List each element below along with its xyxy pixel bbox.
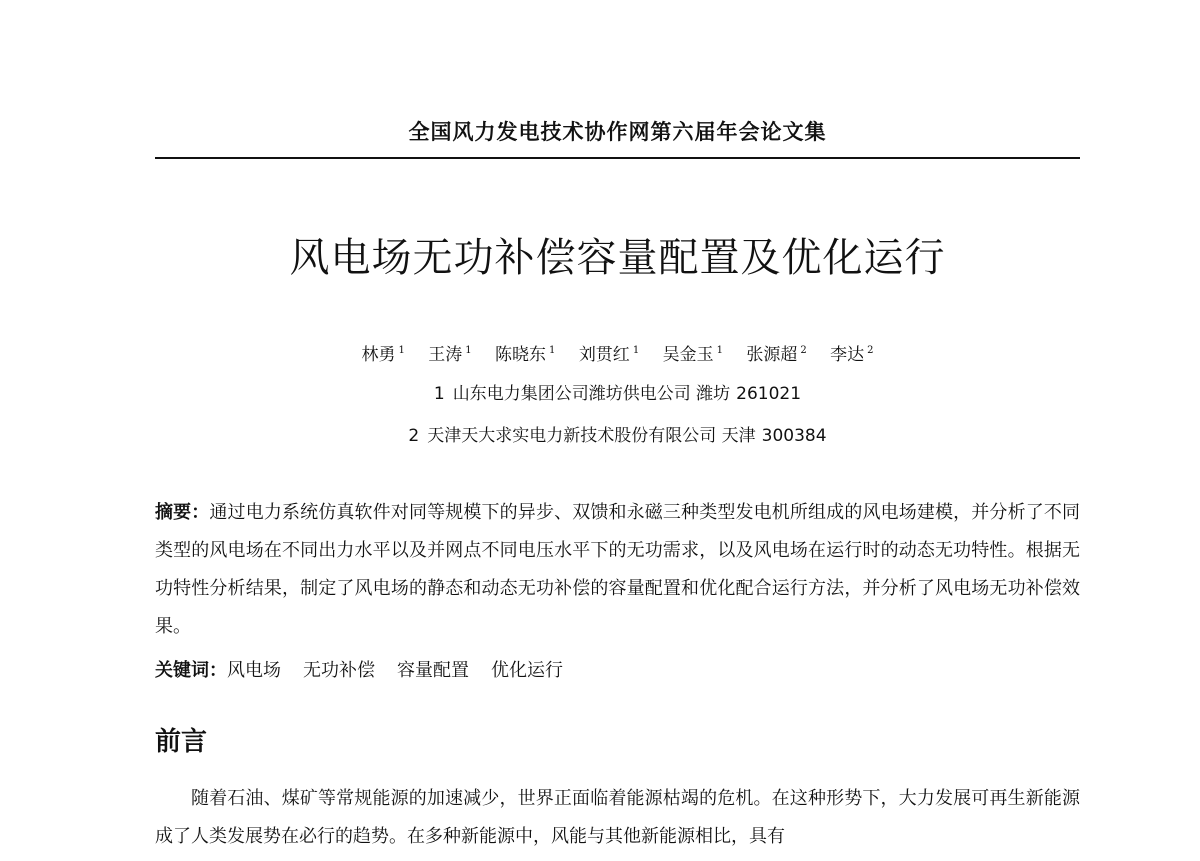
affiliation-1: 1 山东电力集团公司潍坊供电公司 潍坊 261021 [433,384,802,404]
affiliation-2: 2 天津天大求实电力新技术股份有限公司 天津 300384 [408,426,827,446]
author: 刘贯红 $^1$ [578,345,640,365]
author: 王涛 $^1$ [428,345,472,365]
author-list [155,340,1080,365]
author: 张源超 $^2$ [746,345,807,365]
section-heading: 前言 [155,727,208,757]
running-header: 全国风力发电技术协作网第六届年会论文集 [408,120,827,144]
abstract-label: 摘要： [155,502,210,523]
keyword: 容量配置 [397,660,469,681]
keyword: 无功补偿 [303,660,375,681]
author: 李达 $^2$ [830,345,874,365]
keywords [155,656,1080,686]
author: 林勇 $^1$ [361,345,405,365]
keyword: 风电场 [227,660,281,681]
author: 吴金玉 $^1$ [662,345,723,365]
keywords-label: 关键词： [155,660,227,681]
author: 陈晓东 $^1$ [495,345,556,365]
body-paragraph: 随着石油、煤矿等常规能源的加速减少，世界正面临着能源枯竭的危机。在这种形势下，大力发展可再生新能源成了人类发展势在必行的趋势。在多种新能源中，风能与其他新能源相比，具有 [155,788,1080,847]
keyword: 优化运行 [491,660,563,681]
abstract [155,494,1080,646]
abstract-text: 通过电力系统仿真软件对同等规模下的异步、双馈和永磁三种类型发电机所组成的风电场建模，并分析了不同类型的风电场在不同出力水平以及并网点不同电压水平下的无功需求，以及风电场在运行时的动态无功特性。根据无功特性分析结果，制定了风电场的静态和动态无功补偿的容量配置和优化配合运行方法，并分析了风电场无功补偿效果。 [155,502,1080,637]
paper-title: 风电场无功补偿容量配置及优化运行 [289,235,946,281]
header-rule [155,157,1080,159]
